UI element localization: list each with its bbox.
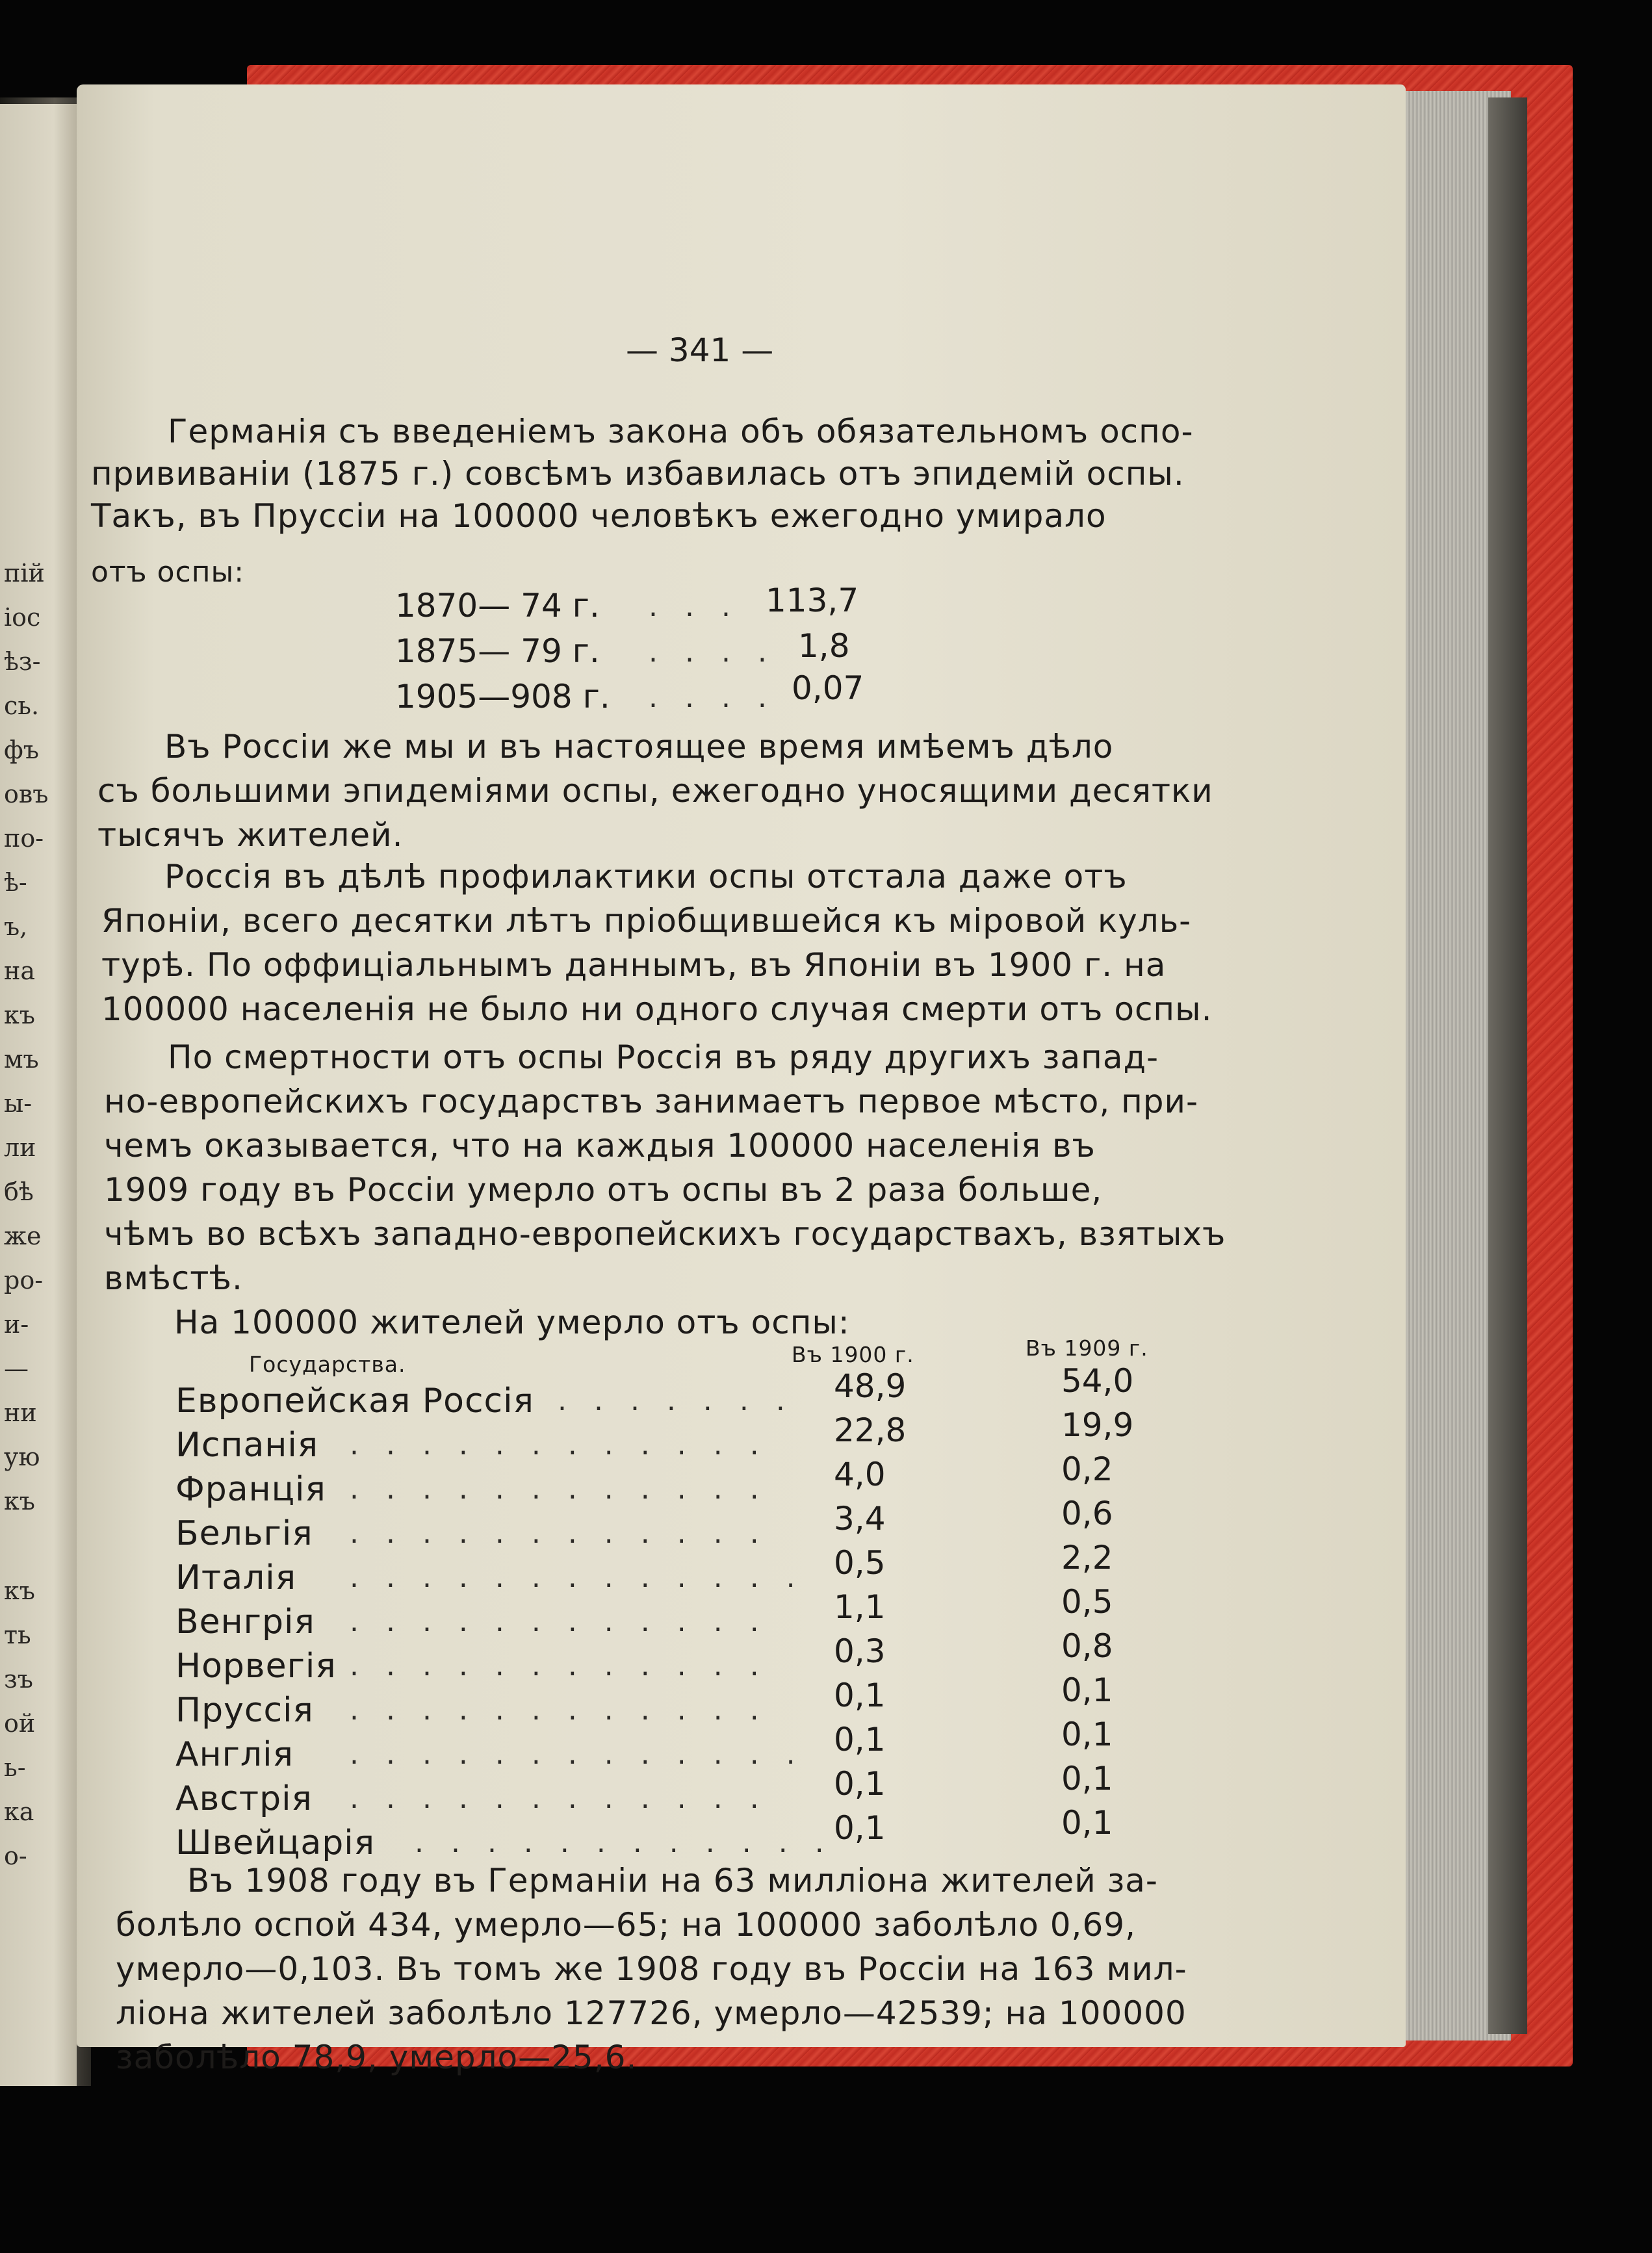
table-row-name: Европейская Россія	[175, 1382, 534, 1421]
prussia-dots: . . . .	[649, 681, 776, 714]
table-row-value-1900: 0,1	[834, 1677, 886, 1714]
previous-page-fragment: къ	[4, 1001, 35, 1029]
page-number: — 341 —	[626, 331, 774, 369]
para3-line-4: 100000 населенія не было ни одного случая смерти отъ оспы.	[101, 990, 1213, 1028]
previous-page-fragment: ой	[4, 1709, 36, 1738]
table-row-value-1909: 0,1	[1061, 1760, 1113, 1797]
intro-line-3: Такъ, въ Пруссіи на 100000 человѣкъ ежегодно умирало	[91, 497, 1107, 535]
table-row-value-1909: 0,1	[1061, 1671, 1113, 1709]
table-row-value-1909: 0,1	[1061, 1804, 1113, 1842]
table-row-value-1909: 54,0	[1061, 1362, 1134, 1400]
para3-line-2: Японіи, всего десятки лѣтъ пріобщившейся къ міровой куль-	[101, 902, 1192, 940]
prussia-value: 1,8	[798, 627, 850, 665]
table-row-value-1900: 22,8	[834, 1411, 907, 1449]
previous-page-fragment: къ	[4, 1577, 35, 1605]
previous-page-fragment: пій	[4, 559, 45, 587]
book-page	[77, 84, 1406, 2076]
previous-page-fragment: овъ	[4, 780, 49, 808]
final-line-3: умерло—0,103. Въ томъ же 1908 году въ Россіи на 163 мил-	[116, 1950, 1187, 1988]
table-row-value-1909: 0,1	[1061, 1716, 1113, 1753]
previous-page-fragment: ли	[4, 1133, 36, 1162]
table-row-value-1900: 1,1	[834, 1588, 886, 1626]
table-row-dots: . . . . . . . . . . . .	[350, 1693, 768, 1727]
previous-page-fragment: же	[4, 1222, 42, 1250]
table-row-name: Швейцарія	[175, 1823, 376, 1862]
previous-page-fragment: ѣ-	[4, 868, 27, 897]
table-row-dots: . . . . . . . . . . . .	[350, 1649, 768, 1682]
previous-page-fragment: бѣ	[4, 1178, 34, 1206]
previous-page-fragment: ую	[4, 1443, 40, 1471]
para4-line-2: но-европейскихъ государствъ занимаетъ первое мѣсто, при-	[104, 1083, 1199, 1120]
previous-page-fragment: и-	[4, 1310, 29, 1339]
table-row-value-1900: 0,5	[834, 1544, 886, 1582]
previous-page-fragment: ѣз-	[4, 647, 41, 676]
table-row-dots: . . . . . . . . . . . .	[350, 1473, 768, 1506]
table-row-dots: . . . . . . .	[558, 1384, 794, 1417]
page-stack-shadow	[1488, 97, 1527, 2034]
table-row-value-1909: 0,2	[1061, 1450, 1113, 1488]
prussia-dots: . . .	[649, 590, 740, 623]
table-row-value-1909: 0,5	[1061, 1583, 1113, 1621]
table-row-name: Франція	[175, 1470, 326, 1509]
table-row-value-1900: 0,1	[834, 1765, 886, 1803]
final-line-5: заболѣло 78,9, умерло—25,6.	[116, 2039, 638, 2076]
previous-page-fragment: іос	[4, 603, 41, 632]
final-line-2: болѣло оспой 434, умерло—65; на 100000 заболѣло 0,69,	[116, 1906, 1136, 1944]
table-caption: На 100000 жителей умерло отъ оспы:	[174, 1304, 850, 1341]
para2-line-3: тысячъ жителей.	[97, 816, 404, 854]
prussia-value: 0,07	[792, 669, 864, 707]
table-row-dots: . . . . . . . . . . . .	[415, 1826, 833, 1859]
previous-page-fragment: по-	[4, 824, 44, 853]
previous-page-fragment: на	[4, 957, 35, 985]
table-row-value-1900: 3,4	[834, 1500, 886, 1538]
table-header-state: Государства.	[249, 1352, 406, 1377]
previous-page-fragment: къ	[4, 1487, 35, 1515]
intro-line-1: Германія съ введеніемъ закона объ обязательномъ оспо-	[168, 413, 1194, 450]
table-row-name: Бельгія	[175, 1514, 313, 1553]
table-row-value-1900: 48,9	[834, 1367, 907, 1405]
previous-page-fragment: ы-	[4, 1089, 32, 1118]
prussia-dots: . . . .	[649, 636, 776, 669]
table-row-value-1900: 4,0	[834, 1456, 886, 1493]
prussia-period: 1870— 74 г.	[395, 587, 600, 624]
prussia-period: 1905—908 г.	[395, 678, 610, 715]
intro-line-2: прививаніи (1875 г.) совсѣмъ избавилась отъ эпидемій оспы.	[91, 455, 1185, 493]
previous-page-fragment: ь-	[4, 1753, 26, 1782]
table-row-name: Испанія	[175, 1426, 319, 1465]
para4-line-4: 1909 году въ Россіи умерло отъ оспы въ 2 раза больше,	[104, 1171, 1103, 1209]
previous-page-fragment: ть	[4, 1621, 31, 1649]
table-row-value-1909: 2,2	[1061, 1539, 1113, 1577]
table-row-value-1909: 0,6	[1061, 1495, 1113, 1532]
para3-line-1: Россія въ дѣлѣ профилактики оспы отстала даже отъ	[164, 858, 1128, 895]
table-row-dots: . . . . . . . . . . . .	[350, 1605, 768, 1638]
para3-line-3: турѣ. По оффиціальнымъ даннымъ, въ Японіи въ 1900 г. на	[101, 946, 1167, 984]
table-row-name: Англія	[175, 1735, 294, 1774]
previous-page-fragment: ро-	[4, 1266, 44, 1294]
table-row-name: Австрія	[175, 1779, 313, 1818]
table-row-value-1909: 0,8	[1061, 1627, 1113, 1665]
table-header-1900: Въ 1900 г.	[792, 1342, 914, 1367]
previous-page-fragment: ни	[4, 1398, 37, 1427]
table-header-1909: Въ 1909 г.	[1026, 1335, 1148, 1361]
para4-line-5: чѣмъ во всѣхъ западно-европейскихъ государствахъ, взятыхъ	[104, 1215, 1226, 1253]
table-row-value-1900: 0,1	[834, 1809, 886, 1847]
para4-line-3: чемъ оказывается, что на каждыя 100000 населенія въ	[104, 1127, 1096, 1165]
prussia-value: 113,7	[766, 582, 859, 619]
table-row-value-1900: 0,3	[834, 1632, 886, 1670]
para4-line-6: вмѣстѣ.	[104, 1259, 243, 1297]
table-row-name: Италія	[175, 1558, 297, 1597]
previous-page-fragment: ъ,	[4, 912, 28, 941]
intro-line-4: отъ оспы:	[91, 556, 245, 589]
table-row-name: Пруссія	[175, 1691, 314, 1730]
para4-line-1: По смертности отъ оспы Россія въ ряду другихъ запад-	[168, 1038, 1159, 1076]
para2-line-2: съ большими эпидеміями оспы, ежегодно уносящими десятки	[97, 772, 1213, 810]
table-row-value-1909: 19,9	[1061, 1406, 1134, 1444]
table-row-dots: . . . . . . . . . . . .	[350, 1428, 768, 1461]
previous-page-fragment: сь.	[4, 691, 40, 720]
para2-line-1: Въ Россіи же мы и въ настоящее время имѣемъ дѣло	[164, 728, 1114, 766]
table-row-dots: . . . . . . . . . . . .	[350, 1782, 768, 1815]
previous-page-slice	[0, 104, 77, 2086]
final-line-4: ліона жителей заболѣло 127726, умерло—42539; на 100000	[116, 1994, 1187, 2032]
previous-page-fragment: фъ	[4, 736, 39, 764]
table-row-dots: . . . . . . . . . . . .	[350, 1517, 768, 1550]
table-row-dots: . . . . . . . . . . . . .	[350, 1561, 805, 1594]
previous-page-fragment: мъ	[4, 1045, 39, 1074]
previous-page-fragment: ка	[4, 1797, 34, 1826]
previous-page-fragment: о-	[4, 1842, 27, 1870]
final-line-1: Въ 1908 году въ Германіи на 63 милліона жителей за-	[187, 1862, 1158, 1899]
table-row-value-1900: 0,1	[834, 1721, 886, 1758]
table-row-name: Норвегія	[175, 1647, 337, 1686]
previous-page-fragment: зъ	[4, 1665, 33, 1693]
table-row-dots: . . . . . . . . . . . . .	[350, 1738, 805, 1771]
prussia-period: 1875— 79 г.	[395, 632, 600, 670]
previous-page-fragment: —	[4, 1354, 29, 1383]
table-row-name: Венгрія	[175, 1603, 315, 1641]
